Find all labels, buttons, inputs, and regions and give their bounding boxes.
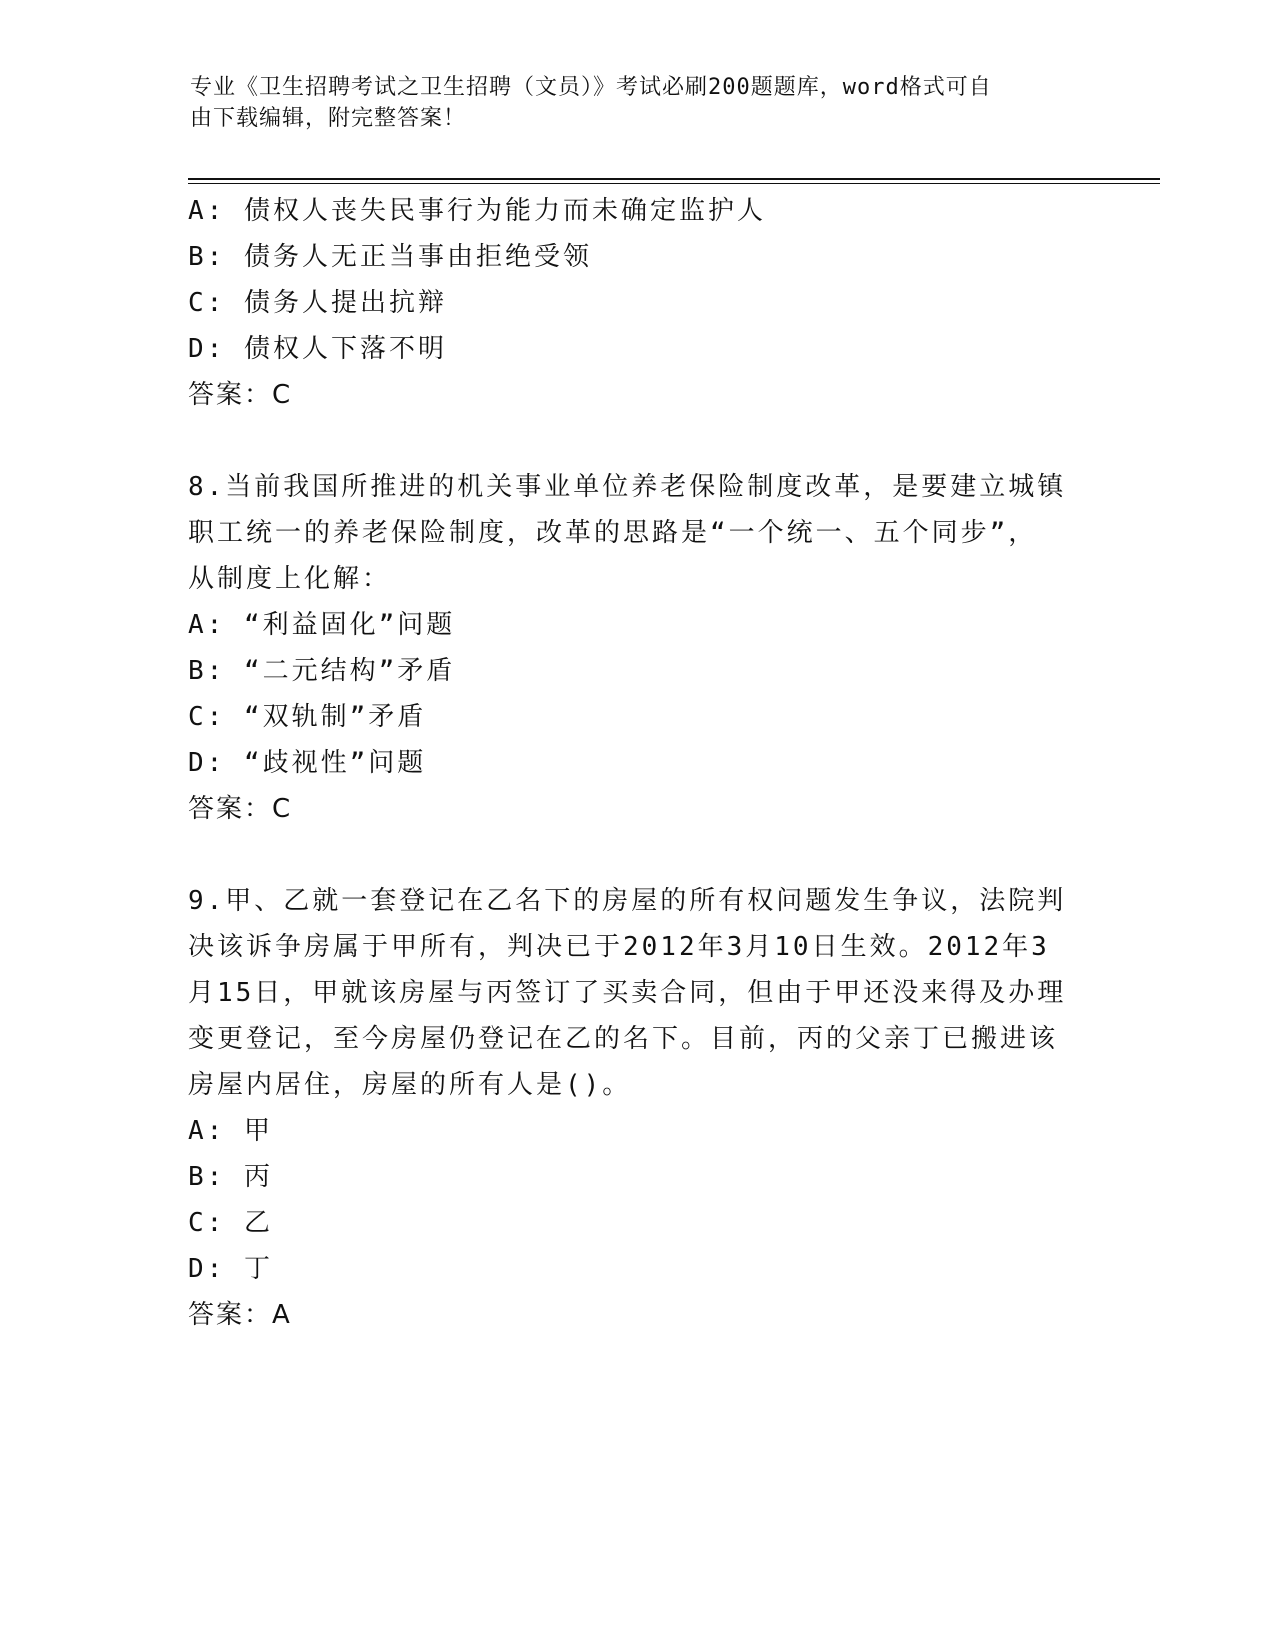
q9-stem-line-5: 房屋内居住，房屋的所有人是()。 bbox=[188, 1070, 632, 1100]
q8-option-a: A: “利益固化”问题 bbox=[188, 610, 456, 640]
q8-stem-line-1: 8.当前我国所推进的机关事业单位养老保险制度改革，是要建立城镇 bbox=[188, 472, 1067, 502]
q9-stem-line-4: 变更登记，至今房屋仍登记在乙的名下。目前，丙的父亲丁已搬进该 bbox=[188, 1024, 1059, 1054]
q9-option-a: A: 甲 bbox=[188, 1116, 273, 1146]
q9-answer: 答案：A bbox=[188, 1300, 292, 1330]
q9-option-c: C: 乙 bbox=[188, 1208, 273, 1238]
header-line-1: 专业《卫生招聘考试之卫生招聘（文员）》考试必刷200题题库，word格式可自 bbox=[190, 75, 992, 100]
q7-option-a: A: 债权人丧失民事行为能力而未确定监护人 bbox=[188, 196, 766, 226]
q8-stem-line-3: 从制度上化解： bbox=[188, 564, 392, 594]
header-line-2: 由下载编辑，附完整答案！ bbox=[190, 106, 467, 131]
q8-option-b: B: “二元结构”矛盾 bbox=[188, 656, 456, 686]
q7-option-b: B: 债务人无正当事由拒绝受领 bbox=[188, 242, 592, 272]
q8-stem-line-2: 职工统一的养老保险制度，改革的思路是“一个统一、五个同步”， bbox=[188, 518, 1038, 548]
document-header bbox=[190, 72, 1090, 134]
question-8 bbox=[188, 464, 1088, 832]
header-divider-thick bbox=[188, 178, 1160, 180]
q8-option-c: C: “双轨制”矛盾 bbox=[188, 702, 427, 732]
q9-stem-line-3: 月15日，甲就该房屋与丙签订了买卖合同，但由于甲还没来得及办理 bbox=[188, 978, 1067, 1008]
question-9 bbox=[188, 878, 1088, 1338]
q9-stem-line-2: 决该诉争房属于甲所有，判决已于2012年3月10日生效。2012年3 bbox=[188, 932, 1050, 962]
question-7 bbox=[188, 188, 1088, 418]
q7-answer: 答案：C bbox=[188, 380, 293, 410]
q7-option-d: D: 债权人下落不明 bbox=[188, 334, 447, 364]
q8-answer: 答案：C bbox=[188, 794, 293, 824]
q8-option-d: D: “歧视性”问题 bbox=[188, 748, 427, 778]
q9-stem-line-1: 9.甲、乙就一套登记在乙名下的房屋的所有权问题发生争议，法院判 bbox=[188, 886, 1067, 916]
header-divider-thin bbox=[188, 183, 1160, 184]
document-body bbox=[188, 188, 1088, 1338]
q9-option-b: B: 丙 bbox=[188, 1162, 273, 1192]
q7-option-c: C: 债务人提出抗辩 bbox=[188, 288, 447, 318]
q9-option-d: D: 丁 bbox=[188, 1254, 273, 1284]
